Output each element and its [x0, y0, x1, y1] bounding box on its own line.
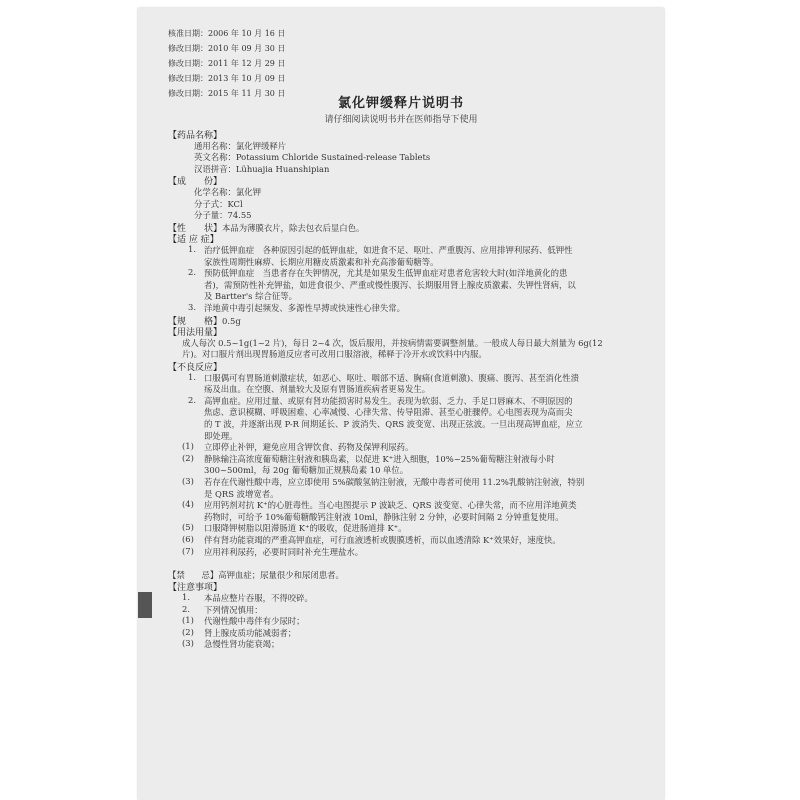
adverse-line: 是 QRS 波增宽者。 [204, 488, 279, 499]
adverse-line: 高钾血症。应用过量、或原有肾功能损害时易发生。表现为软弱、乏力、手足口唇麻木、不明原因的 [204, 395, 573, 406]
specification-text: 0.5g [222, 315, 241, 326]
list-number: (7) [182, 545, 194, 556]
scan-edge-mark [138, 592, 152, 618]
list-number: 2. [182, 603, 190, 614]
document-title: 氯化钾缓释片说明书 [337, 96, 464, 111]
indication-line: 治疗低钾血症 各种原因引起的低钾血症，如进食不足、呕吐、严重腹泻、应用排钾利尿药、低钾性 [204, 245, 573, 255]
list-number: (3) [182, 638, 194, 649]
list-number: 2. [188, 394, 196, 405]
precaution-line: 本品应整片吞服，不得咬碎。 [204, 593, 313, 603]
list-number: (2) [182, 452, 194, 463]
english-name: 英文名称：Potassium Chloride Sustained-release Tablets [194, 152, 431, 163]
specification-heading: 【规 格】 [168, 316, 223, 327]
indication-line: 及 Bartter's 综合征等。 [204, 291, 298, 302]
indication-line: 洋地黄中毒引起频发、多源性早搏或快速性心律失常。 [204, 303, 405, 313]
revision-date: 修改日期：2011 年 12 月 29 日 [168, 59, 286, 68]
usage-line: 片)。对口服片剂出现胃肠道反应者可改用口服溶液，稀释于冷开水或饮料中内服。 [182, 349, 487, 360]
revision-dates [168, 26, 285, 101]
adverse-line: 静脉输注高浓度葡萄糖注射液和胰岛素，以促进 K⁺进入细胞，10%~25%葡萄糖注射液每小时 [204, 453, 555, 464]
composition-heading: 【成 份】 [168, 177, 223, 188]
indications-heading: 【适 应 症】 [168, 235, 219, 246]
revision-date: 修改日期：2010 年 09 月 30 日 [168, 44, 286, 53]
adverse-line: 口服降钾树脂以阻滞肠道 K⁺的吸收，促进肠道排 K⁺。 [204, 523, 407, 534]
list-number: (3) [182, 476, 194, 486]
molecular-formula: 分子式：KCl [194, 198, 243, 209]
precaution-line: 肾上腺皮质功能减弱者； [204, 627, 297, 638]
list-number: 1. [188, 244, 196, 254]
usage-line: 成人每次 0.5~1g(1~2 片)，每日 2~4 次，饭后服用，并按病情需要调整剂量。一般成人每日最大剂量为 6g(12 [182, 337, 603, 348]
adverse-line: 300~500ml，每 20g 葡萄糖加正规胰岛素 10 单位。 [204, 465, 409, 476]
adverse-line: 立即停止补钾，避免应用含钾饮食、药物及保钾利尿药。 [204, 442, 414, 453]
contraindications-section: 【禁 忌】高钾血症；尿量很少和尿闭患者。 [168, 569, 344, 580]
adverse-line: 应用钙剂对抗 K⁺的心脏毒性。当心电图提示 P 波缺乏、QRS 波变宽、心律失常，而不应用洋地黄类 [204, 500, 577, 511]
adverse-line: 焦虑、意识模糊、呼吸困难、心率减慢、心律失常、传导阻滞、甚至心脏骤停。心电图表现为高而尖 [204, 407, 573, 418]
adverse-line: 的 T 波，并逐渐出现 P-R 间期延长、P 波消失、QRS 波变宽、出现正弦波。一旦出现高钾血症，应立 [204, 419, 583, 429]
precautions-heading: 【注意事项】 [168, 583, 223, 594]
adverse-line: 药物时，可给予 10%葡萄糖酸钙注射液 10ml，静脉注射 2 分钟，必要时间隔 2 分钟重复使用。 [204, 511, 564, 522]
usage-heading: 【用法用量】 [168, 328, 223, 339]
list-number: (1) [182, 441, 194, 452]
adverse-heading: 【不良反应】 [168, 363, 223, 373]
adverse-line: 若存在代谢性酸中毒，应立即使用 5%碳酸氢钠注射液，无酸中毒者可使用 11.2%乳酸钠注射液，特别 [204, 477, 585, 487]
document-subtitle: 请仔细阅读说明书并在医师指导下使用 [324, 115, 478, 125]
list-number: 3. [188, 302, 196, 312]
list-number: 2. [188, 267, 196, 278]
list-number: 1. [188, 371, 196, 382]
approval-date: 核准日期：2006 年 10 月 16 日 [168, 29, 286, 38]
precaution-line: 急慢性肾功能衰竭； [204, 639, 280, 650]
description-text: 本品为薄膜衣片，除去包衣后显白色。 [222, 222, 365, 233]
list-number: (4) [182, 499, 194, 510]
chemical-name: 化学名称：氯化钾 [194, 187, 261, 197]
description-heading: 【性 状】 [168, 223, 223, 234]
list-number: 1. [182, 592, 190, 602]
molecular-weight: 分子量：74.55 [194, 210, 252, 221]
adverse-line: 即处理。 [204, 430, 238, 441]
indication-line: 预防低钾血症 当患者存在失钾情况，尤其是如果发生低钾血症对患者危害较大时(如洋地黄化的患 [204, 268, 568, 279]
indication-line: 者)，需预防性补充钾盐，如进食很少、严重或慢性腹泻、长期服用肾上腺皮质激素、失钾性肾病，以 [204, 279, 576, 290]
generic-name: 通用名称：氯化钾缓释片 [194, 140, 287, 151]
adverse-line: 疡及出血。在空腹、剂量较大及原有胃肠道疾病者更易发生。 [204, 384, 431, 395]
list-number: (2) [182, 626, 194, 637]
pinyin-name: 汉语拼音：Lühuajia Huanshipian [194, 163, 330, 174]
adverse-line: 应用袢利尿药，必要时同时补充生理盐水。 [204, 546, 364, 557]
precaution-line: 代谢性酸中毒伴有少尿时； [204, 616, 305, 627]
indication-line: 家族性周期性麻痹、长期应用糖皮质激素和补充高渗葡萄糖等。 [204, 256, 439, 267]
list-number: (5) [182, 522, 194, 533]
adverse-line: 口服偶可有胃肠道刺激症状，如恶心、呕吐、咽部不适、胸痛(食道刺激)、腹痛、腹泻、甚至消化性溃 [204, 372, 580, 383]
scanned-leaflet [138, 8, 664, 800]
adverse-line: 伴有肾功能衰竭的严重高钾血症，可行血液透析或腹膜透析，而以血透清除 K⁺效果好，速度快。 [204, 535, 561, 545]
revision-date: 修改日期：2013 年 10 月 09 日 [168, 74, 286, 83]
list-number: (1) [182, 615, 194, 626]
precaution-line: 下列情况慎用： [204, 604, 263, 615]
revision-date: 修改日期：2015 年 11 月 30 日 [168, 89, 286, 98]
list-number: (6) [182, 534, 194, 544]
drug-name-heading: 【药品名称】 [168, 131, 223, 141]
